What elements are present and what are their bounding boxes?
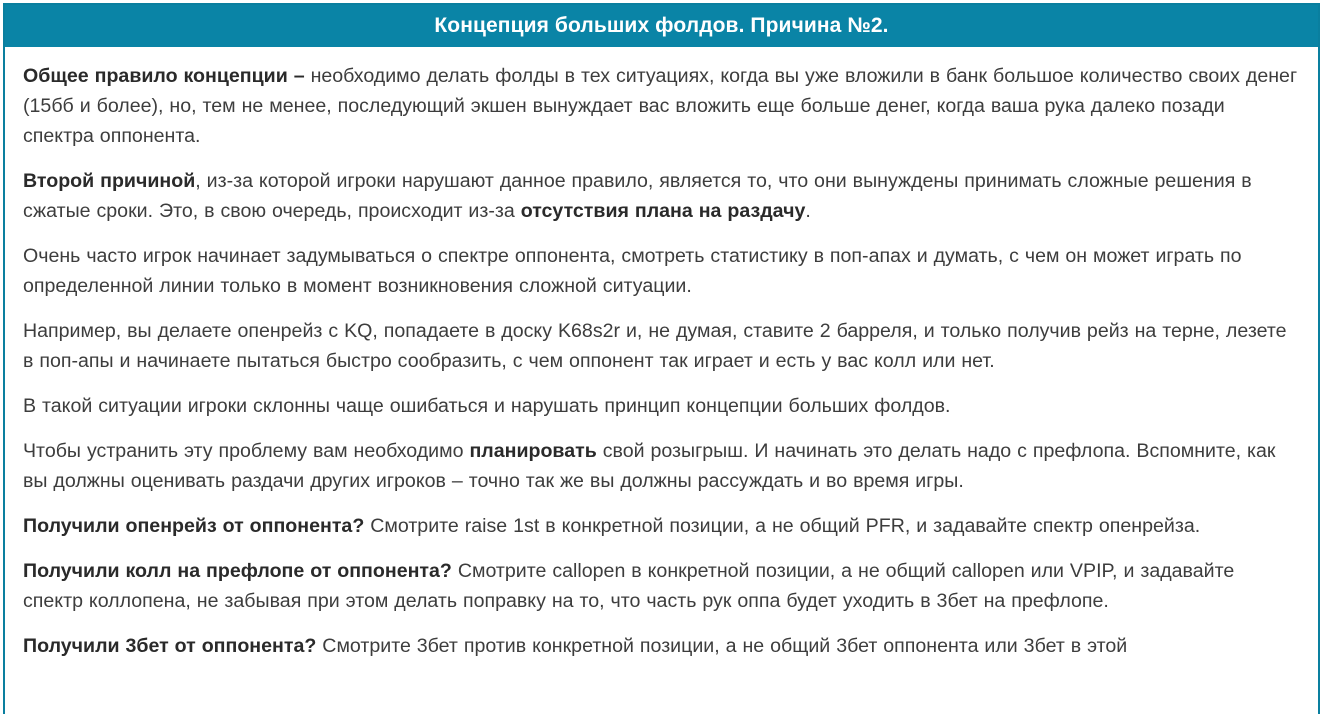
paragraph-rule-lead: Общее правило концепции – bbox=[23, 65, 305, 87]
paragraph-planning bbox=[23, 436, 1300, 496]
paragraph-openraise bbox=[23, 511, 1300, 541]
paragraph-openraise-lead: Получили опенрейз от оппонента? bbox=[23, 515, 365, 537]
paragraph-call-preflop-lead: Получили колл на префлопе от оппонента? bbox=[23, 560, 452, 582]
paragraph-rule bbox=[23, 61, 1300, 151]
paragraph-3bet bbox=[23, 631, 1300, 661]
paragraph-call-preflop bbox=[23, 556, 1300, 616]
paragraph-3bet-text: Смотрите 3бет против конкретной позиции, а не общий 3бет оппонента или 3бет в этой bbox=[316, 635, 1128, 657]
paragraph-openraise-text: Смотрите raise 1st в конкретной позиции, а не общий PFR, и задавайте спектр опенрейза. bbox=[364, 515, 1201, 537]
paragraph-second-reason-text: , из-за которой игроки нарушают данное правило, является то, что они вынуждены принимать сложные решения в сжатые сроки. Это, в свою очередь, происходит из-за bbox=[23, 170, 1252, 222]
paragraph-opponent-range bbox=[23, 241, 1300, 301]
paragraph-3bet-lead: Получили 3бет от оппонента? bbox=[23, 635, 317, 657]
article-header bbox=[5, 5, 1318, 47]
paragraph-call-preflop-text: Смотрите callopen в конкретной позиции, а не общий callopen или VPIP, и задавайте спектр коллопена, не забывая при этом делать поправку на то, что часть рук оппа будет уходить в 3бет на префлопе. bbox=[23, 560, 1235, 612]
paragraph-second-reason bbox=[23, 166, 1300, 226]
paragraph-planning-start: Чтобы устранить эту проблему вам необходимо bbox=[23, 440, 470, 462]
article-title: Концепция больших фолдов. Причина №2. bbox=[434, 14, 889, 37]
article-body bbox=[5, 47, 1318, 661]
paragraph-example-text: Например, вы делаете опенрейз с KQ, попадаете в доску K68s2r и, не думая, ставите 2 барреля, и только получив рейз на терне, лезете в поп-апы и начинаете пытаться быстро сообразить, с чем оппонент так играет и есть у вас колл или нет. bbox=[23, 320, 1287, 372]
paragraph-planning-text: свой розыгрыш. И начинать это делать надо с префлопа. Вспомните, как вы должны оценивать раздачи других игроков – точно так же вы должны рассуждать и во время игры. bbox=[23, 440, 1276, 492]
paragraph-second-reason-emphasis: отсутствия плана на раздачу bbox=[520, 200, 806, 222]
article-card bbox=[3, 3, 1320, 714]
paragraph-mistakes bbox=[23, 391, 1300, 421]
paragraph-example bbox=[23, 316, 1300, 376]
paragraph-rule-text: необходимо делать фолды в тех ситуациях, когда вы уже вложили в банк большое количество своих денег (15бб и более), но, тем не менее, последующий экшен вынуждает вас вложить еще больше денег, когда ваша рука далеко позади спектра оппонента. bbox=[23, 65, 1298, 147]
paragraph-second-reason-lead: Второй причиной bbox=[23, 170, 196, 192]
paragraph-opponent-range-text: Очень часто игрок начинает задумываться о спектре оппонента, смотреть статистику в поп-апах и думать, с чем он может играть по определенной линии только в момент возникновения сложной ситуации. bbox=[23, 245, 1242, 297]
paragraph-planning-emphasis: планировать bbox=[469, 440, 597, 462]
paragraph-mistakes-text: В такой ситуации игроки склонны чаще ошибаться и нарушать принцип концепции больших фолдов. bbox=[23, 395, 951, 417]
paragraph-second-reason-end: . bbox=[805, 200, 811, 222]
